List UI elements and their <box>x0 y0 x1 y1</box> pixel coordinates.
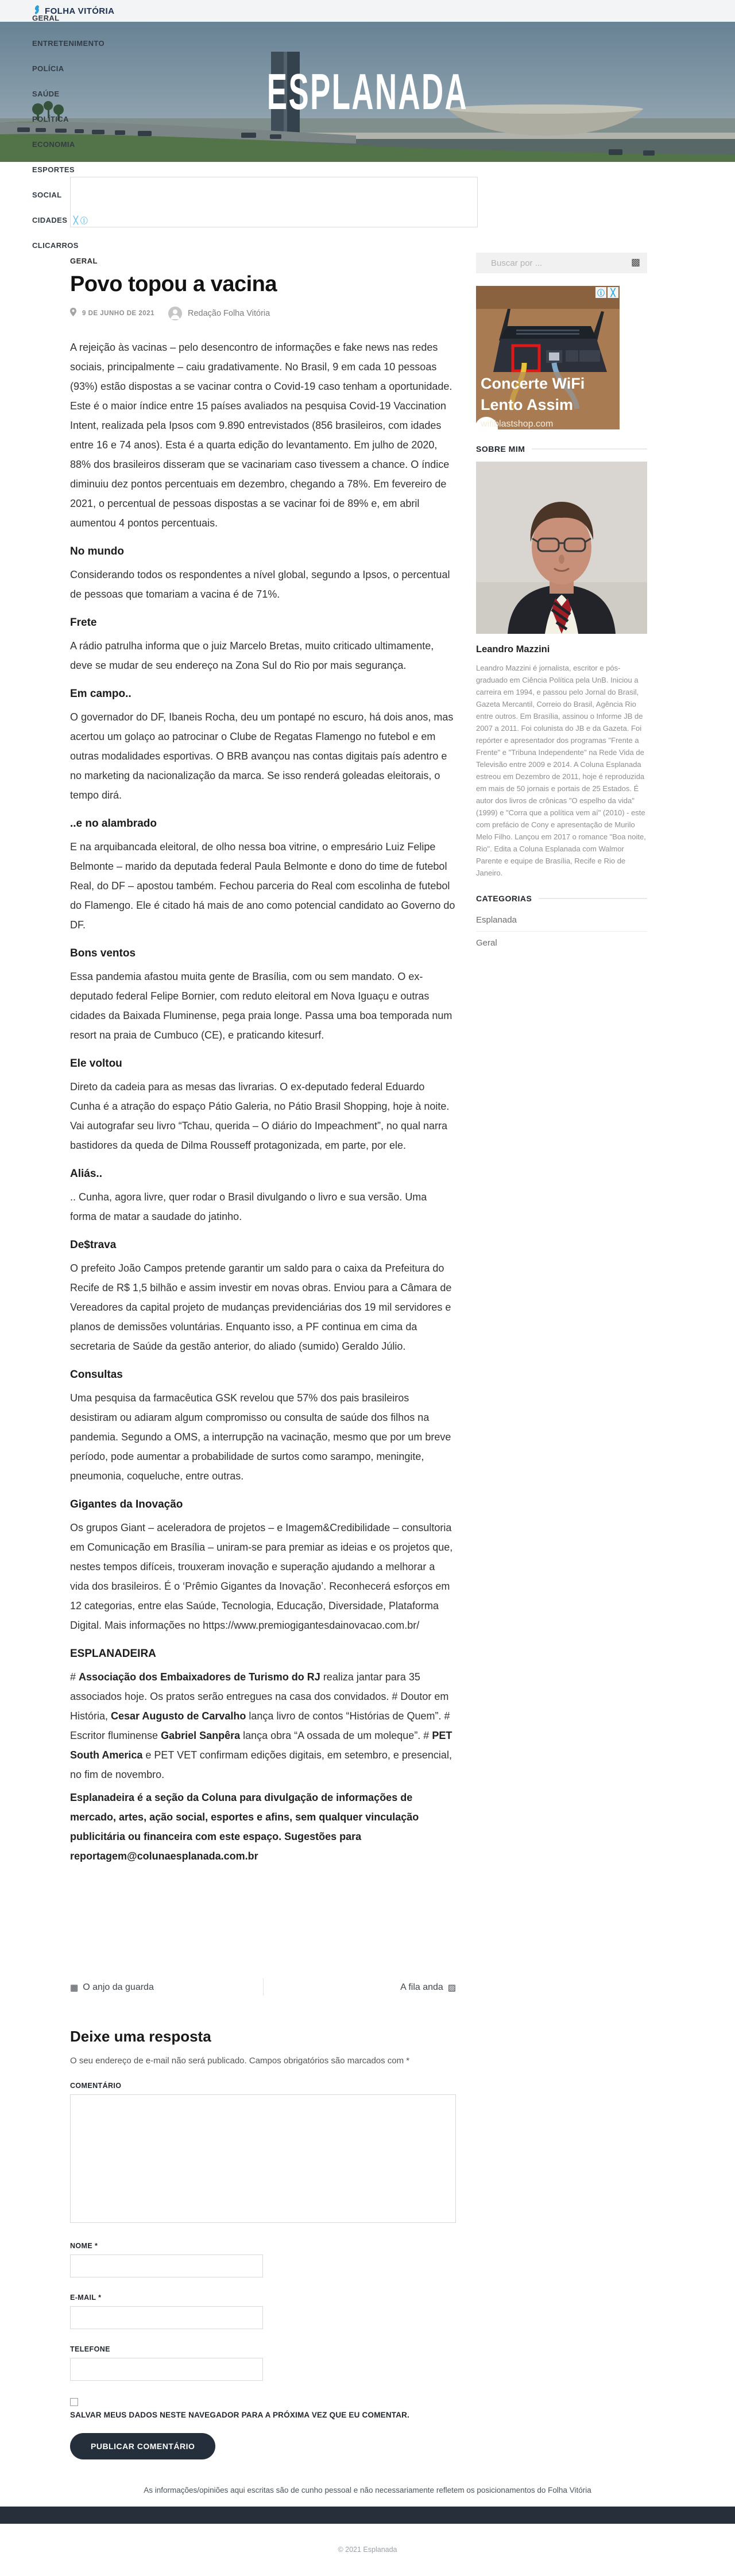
adchoices-info-icon[interactable]: ⓘ <box>595 287 606 298</box>
email-field[interactable] <box>70 2306 263 2329</box>
search-icon[interactable]: ▩ <box>630 257 640 268</box>
search-box <box>476 253 647 273</box>
article-paragraph: E na arquibancada eleitoral, de olho nessa boa vitrine, o empresário Luiz Felipe Belmonte – marido da deputada federal Paula Belmonte e dono do time de futebol Real, do DF – apostou também. Fechou parceria do Real com escolinha de futebol do Flamengo. Ele é citado há mais de ano como potencial candidato ao Governo do DF. <box>70 840 455 931</box>
next-post-icon: ▨ <box>447 1983 456 1993</box>
article-subheading: Bons ventos <box>70 947 136 959</box>
next-post-link[interactable] <box>400 1982 456 1993</box>
sidebar-ad[interactable] <box>476 286 620 429</box>
nav-item-clicarros[interactable]: CLICARROS <box>32 241 79 250</box>
author-avatar-icon <box>168 307 182 320</box>
search-input[interactable] <box>476 253 647 273</box>
article-title: Povo topou a vacina <box>70 272 277 296</box>
author-name: Leandro Mazzini <box>476 644 550 654</box>
ad-close-icon[interactable]: ╳ <box>608 287 618 298</box>
article <box>70 256 456 1869</box>
ad-badges <box>595 287 618 298</box>
reply-note: O seu endereço de e-mail não será publicado. Campos obrigatórios são marcados com * <box>70 2056 410 2066</box>
category-list <box>476 909 647 954</box>
article-date: 9 DE JUNHO DE 2021 <box>82 309 154 317</box>
article-subheading: De$trava <box>70 1238 117 1251</box>
sidebar <box>476 253 647 954</box>
about-widget-title <box>476 444 647 454</box>
site-nav <box>32 6 105 258</box>
comment-textarea[interactable] <box>70 2094 456 2223</box>
article-paragraph: A rejeição às vacinas – pelo desencontro de informações e fake news nas redes sociais, principalmente – caiu gradativamente. No Brasil, 9 em cada 10 pessoas (93%) estão dispostas a se vacinar contra o Covid-19 caso tenham a oportunidade. Este é o maior índice entre 15 países avaliados na pesquisa Covid-19 Vaccination Intent, realizada pela Ipsos com 9.890 entrevistados (856 brasileiros, com idades entre 16 e 74 anos). Esta é a quarta edição do levantamento. Em julho de 2020, 88% dos brasileiros disseram que se vacinariam caso tivessem a chance. O índice diminuiu dez pontos percentuais em dezembro, chegando a 78%. Em fevereiro de 2021, o percentual de pessoas dispostas a se vacinar foi de 89% e, em abril aumentou 4 pontos percentuais. <box>70 341 452 529</box>
save-data-label: SALVAR MEUS DADOS NESTE NAVEGADOR PARA A PRÓXIMA VEZ QUE EU COMENTAR. <box>70 2411 410 2419</box>
article-subheading: Gigantes da Inovação <box>70 1498 183 1510</box>
comments-section <box>70 1975 456 2459</box>
email-label: E-MAIL * <box>70 2294 102 2302</box>
article-meta <box>70 307 456 320</box>
category-link-geral[interactable]: Geral <box>476 938 497 948</box>
article-subheading: No mundo <box>70 545 124 557</box>
nav-item-social[interactable]: SOCIAL <box>32 191 62 199</box>
article-paragraph: .. Cunha, agora livre, quer rodar o Brasil divulgando o livro e sua versão. Uma forma de matar a saudade do jatinho. <box>70 1191 427 1222</box>
article-subheading: Consultas <box>70 1368 123 1381</box>
leaderboard-ad-slot[interactable] <box>70 177 478 227</box>
article-subheading: ESPLANADEIRA <box>70 1647 156 1660</box>
footer-disclaimer: As informações/opiniões aqui escritas são de cunho pessoal e não necessariamente refletem os posicionamentos do Folha Vitória <box>144 2486 591 2494</box>
article-paragraph: # Associação dos Embaixadores de Turismo do RJ realiza jantar para 35 associados hoje. Os pratos serão entregues na casa dos convidados. # Doutor em História, Cesar Augusto de Carvalho lança livro de contos “Histórias de Quem”. # Escritor fluminense Gabriel Sanpêra lança obra “A ossada de um moleque”. # PET South America e PET VET confirmam edições digitais, em setembro, e presencial, no fim de novembro. <box>70 1671 452 1780</box>
article-author[interactable]: Redação Folha Vitória <box>187 308 270 318</box>
footer-copyright: © 2021 Esplanada <box>338 2546 397 2554</box>
article-paragraph: Considerando todos os respondentes a nível global, segundo a Ipsos, o percentual de pessoas que tomariam a vacina é de 71%. <box>70 568 450 600</box>
article-paragraph: A rádio patrulha informa que o juiz Marcelo Bretas, muito criticado ultimamente, deve se mudar de seu endereço na Zona Sul do Rio por mais segurança. <box>70 640 434 671</box>
post-navigation <box>70 1975 456 2000</box>
article-paragraph: O governador do DF, Ibaneis Rocha, deu um pontapé no escuro, há dois anos, mas acertou um golaço ao patrocinar o Clube de Regatas Flamengo no futebol e em outras modalidades esportivas. O BRB avançou nas contas digitais país adentro e no marketing da nacionalização da marca. Se isso renderá goleadas eleitorais, o tempo dirá. <box>70 711 454 801</box>
article-paragraph: O prefeito João Campos pretende garantir um saldo para o caixa da Prefeitura do Recife de R$ 1,5 bilhão e assim investir em novas obras. Enviou para a Câmara de Vereadores da capital projeto de mudanças previdenciárias dos 19 mil servidores e planos de demissões voluntárias. Enquanto isso, a PF continua em cima da secretaria de Saúde da gestão anterior, do aliado (sumido) Geraldo Júlio. <box>70 1262 452 1352</box>
nav-item-economia[interactable]: ECONOMIA <box>32 140 75 149</box>
save-data-row <box>70 2398 456 2419</box>
heading-rule <box>539 898 647 899</box>
article-paragraph: Uma pesquisa da farmacêutica GSK revelou que 57% dos pais brasileiros desistiram ou adiaram algum compromisso ou consulta de saúde dos filhos na pandemia. Segundo a OMS, a interrupção na vacinação, mesmo que por um breve período, pode aumentar a probabilidade de surtos como sarampo, meningite, pneumonia, coqueluche, entre outras. <box>70 1392 451 1482</box>
save-data-checkbox[interactable] <box>70 2398 78 2406</box>
nav-item-policia[interactable]: POLÍCIA <box>32 64 64 73</box>
next-post-title: A fila anda <box>400 1982 443 1992</box>
article-paragraph: Essa pandemia afastou muita gente de Brasília, com ou sem mandato. O ex-deputado federal Felipe Bornier, com reduto eleitoral em Nova Iguaçu e outras cidades da Baixada Fluminense, pega praia longe. Passa uma boa temporada num resort na praia de Cumbuco (CE), e praticando kitesurf. <box>70 970 452 1041</box>
reply-title: Deixe uma resposta <box>70 2028 211 2045</box>
name-field[interactable] <box>70 2255 263 2277</box>
article-category-link[interactable]: GERAL <box>70 257 98 265</box>
nav-item-cidades[interactable]: CIDADES <box>32 216 68 224</box>
article-subheading: Frete <box>70 616 97 629</box>
prev-post-link[interactable] <box>70 1982 154 1993</box>
article-paragraph: Esplanadeira é a seção da Coluna para divulgação de informações de mercado, artes, ação social, esportes e afins, sem qualquer vinculação publicitária ou financeira com este espaço. Sugestões para reportagem@colunaesplanada.com.br <box>70 1791 419 1862</box>
adchoices-info-icon[interactable]: ⓘ <box>80 216 88 225</box>
nav-item-entretenimento[interactable]: ENTRETENIMENTO <box>32 39 105 48</box>
nav-item-geral[interactable]: GERAL <box>32 14 60 22</box>
hero-banner <box>0 22 735 162</box>
ad-close-icon[interactable]: ╳ <box>74 215 78 224</box>
article-subheading: Ele voltou <box>70 1057 122 1070</box>
pin-icon <box>70 308 76 319</box>
name-label: NOME * <box>70 2242 98 2250</box>
top-bar <box>0 0 735 22</box>
nav-item-politica[interactable]: POLÍTICA <box>32 115 69 123</box>
nav-item-esportes[interactable]: ESPORTES <box>32 165 75 174</box>
phone-label: TELEFONE <box>70 2345 110 2353</box>
author-photo <box>476 462 647 634</box>
nav-item-saude[interactable]: SAÚDE <box>32 90 60 98</box>
folha-vitoria-logo-text: FOLHA VITÓRIA <box>45 6 115 16</box>
about-heading: SOBRE MIM <box>476 444 525 454</box>
article-paragraph: Os grupos Giant – aceleradora de projetos – e Imagem&Credibilidade – consultoria em Comunicação em Brasília – uniram-se para premiar as ideias e os projetos que, nestes tempos difíceis, trouxeram inovação e superação ajudando a melhorar a vida dos brasileiros. É o ‘Prêmio Gigantes da Inovação’. Reconhecerá esforços em 12 categorias, entre elas Saúde, Tecnologia, Educação, Diversidade, Plataforma Digital. Mais informações no https://www.premiogigantesdainovacao.com.br/ <box>70 1521 453 1631</box>
categories-widget-title <box>476 894 647 903</box>
article-subheading: Em campo.. <box>70 687 131 700</box>
prev-post-title: O anjo da guarda <box>83 1982 154 1992</box>
publish-comment-button[interactable]: PUBLICAR COMENTÁRIO <box>70 2433 215 2459</box>
heading-rule <box>532 448 647 450</box>
prev-post-icon: ▦ <box>70 1983 79 1993</box>
article-paragraph: Direto da cadeia para as mesas das livrarias. O ex-deputado federal Eduardo Cunha é a atração do espaço Pátio Galeria, no Pátio Brasil Shopping, hoje à noite. Vai autografar seu livro “Tchau, querida – O diário do Impeachment”, no qual narra bastidores da queda de Dilma Rousseff protagonizada, em parte, por ele. <box>70 1080 450 1151</box>
ad-url: wifiblastshop.com <box>481 419 554 429</box>
comment-label: COMENTÁRIO <box>70 2082 122 2090</box>
footer-bar <box>0 2507 735 2524</box>
blog-title: ESPLANADA <box>266 63 469 120</box>
article-body <box>70 338 456 1866</box>
article-subheading: ..e no alambrado <box>70 817 157 830</box>
categories-heading: CATEGORIAS <box>476 894 532 903</box>
category-link-esplanada[interactable]: Esplanada <box>476 909 647 932</box>
phone-field[interactable] <box>70 2358 263 2381</box>
ad-headline: Concerte WiFi Lento Assim <box>481 375 585 413</box>
article-subheading: Aliás.. <box>70 1167 102 1180</box>
author-bio: Leandro Mazzini é jornalista, escritor e pós-graduado em Ciência Política pela UnB. Iniciou a carreira em 1994, e passou pelo Jornal do Brasil, Gazeta Mercantil, Correio do Brasil, Agência Rio entre outros. Em Brasília, assinou o Informe JB de 2007 a 2011. Foi colunista do JB e da Gazeta. Foi repórter e apresentador dos programas "Frente a Frente" e "Tribuna Independente" na Rede Vida de Televisão entre 2009 e 2014. A Coluna Esplanada estreou em Dezembro de 2011, hoje é reproduzida em mais de 50 jornais e portais de 25 Estados. É autor dos livros de crônicas "O espelho da vida" (1999) e "Corra que a política vem aí" (2010) - este com prefácio de Cony e apresentação de Murilo Melo Filho. Lançou em 2017 o romance "Boa noite, Rio". Edita a Coluna Esplanada com Walmor Parente e equipe de Brasília, Recife e Rio de Janeiro. <box>476 664 646 877</box>
